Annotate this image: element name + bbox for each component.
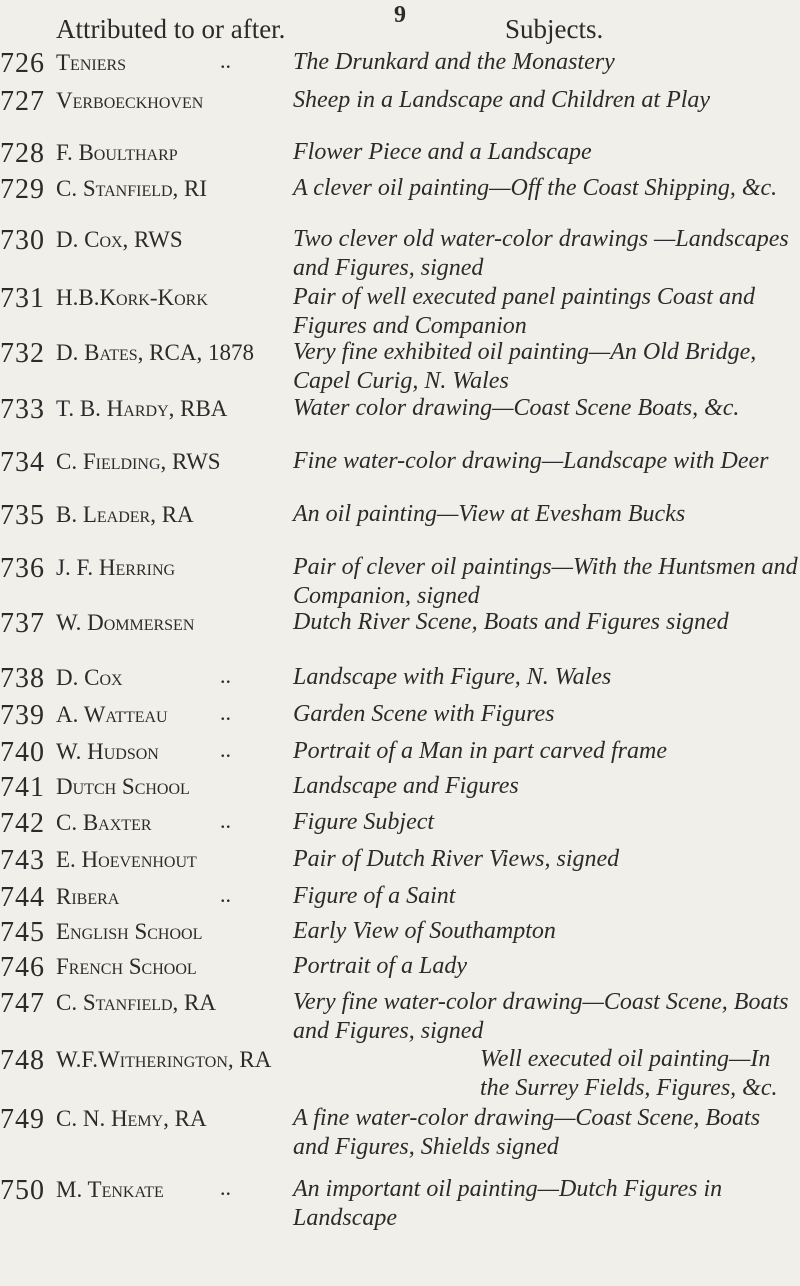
lot-subject: An important oil painting—Dutch Figures in Landscape <box>293 1176 723 1231</box>
lot-subject: Landscape with Figure, N. Wales <box>293 664 612 690</box>
lot-subject: An oil painting—View at Evesham Bucks <box>293 501 686 527</box>
lot-artist: D. Bates, RCA, 1878 <box>56 340 254 365</box>
lot-number: 738 <box>0 663 45 694</box>
lot-subject: Water color drawing—Coast Scene Boats, &c. <box>293 395 740 421</box>
lot-number: 749 <box>0 1104 45 1135</box>
lot-artist: E. Hoevenhout <box>56 847 197 872</box>
leader-dots: .. <box>220 700 231 725</box>
lot-number: 729 <box>0 174 45 205</box>
lot-subject: Two clever old water-color drawings —Landscapes and Figures, signed <box>293 226 789 281</box>
lot-artist: English School <box>56 919 203 944</box>
leader-dots: .. <box>220 48 231 73</box>
lot-number: 748 <box>0 1045 45 1076</box>
lot-number: 745 <box>0 917 45 948</box>
lot-subject: Garden Scene with Figures <box>293 701 555 727</box>
lot-artist: H.B.Kork-Kork <box>56 285 208 310</box>
lot-artist: C. Fielding, RWS <box>56 449 221 474</box>
lot-subject: Figure of a Saint <box>293 883 456 909</box>
page-number: 9 <box>394 2 406 28</box>
lot-artist: A. Watteau <box>56 702 168 727</box>
lot-number: 728 <box>0 138 45 169</box>
lot-artist: D. Cox <box>56 665 123 690</box>
lot-number: 734 <box>0 447 45 478</box>
lot-artist: T. B. Hardy, RBA <box>56 396 228 421</box>
lot-subject: Very fine water-color drawing—Coast Scene, Boats and Figures, signed <box>293 989 789 1044</box>
lot-number: 744 <box>0 882 45 913</box>
lot-number: 741 <box>0 772 45 803</box>
lot-number: 727 <box>0 86 45 117</box>
lot-number: 743 <box>0 845 45 876</box>
lot-artist: W. Hudson <box>56 739 159 764</box>
lot-artist: B. Leader, RA <box>56 502 194 527</box>
lot-artist: D. Cox, RWS <box>56 227 183 252</box>
lot-number: 733 <box>0 394 45 425</box>
lot-artist: W. Dommersen <box>56 610 195 635</box>
lot-subject: Portrait of a Man in part carved frame <box>293 738 667 764</box>
column-header-subjects: Subjects. <box>505 14 604 44</box>
lot-artist: C. Baxter <box>56 810 152 835</box>
lot-subject: A clever oil painting—Off the Coast Shipping, &c. <box>293 175 778 201</box>
lot-artist: French School <box>56 954 197 979</box>
lot-artist: C. N. Hemy, RA <box>56 1106 207 1131</box>
lot-number: 731 <box>0 283 45 314</box>
lot-subject: Pair of clever oil paintings—With the Huntsmen and Companion, signed <box>293 554 798 609</box>
lot-subject: The Drunkard and the Monastery <box>293 49 615 75</box>
leader-dots: .. <box>220 663 231 688</box>
lot-artist: M. Tenkate <box>56 1177 164 1202</box>
lot-number: 732 <box>0 338 45 369</box>
leader-dots: .. <box>220 737 231 762</box>
lot-subject: Well executed oil painting—In the Surrey Fields, Figures, &c. <box>480 1046 778 1101</box>
lot-subject: Very fine exhibited oil painting—An Old Bridge, Capel Curig, N. Wales <box>293 339 757 394</box>
lot-subject: Early View of Southampton <box>293 918 556 944</box>
lot-number: 750 <box>0 1175 45 1206</box>
lot-artist: Ribera <box>56 884 120 909</box>
lot-subject: Pair of Dutch River Views, signed <box>293 846 620 872</box>
lot-subject: Fine water-color drawing—Landscape with Deer <box>293 448 769 474</box>
lot-number: 730 <box>0 225 45 256</box>
lot-number: 735 <box>0 500 45 531</box>
lot-artist: W.F.Witherington, RA <box>56 1047 272 1072</box>
lot-number: 726 <box>0 48 45 79</box>
column-header-artist: Attributed to or after. <box>56 14 286 44</box>
leader-dots: .. <box>220 1175 231 1200</box>
lot-number: 746 <box>0 952 45 983</box>
leader-dots: .. <box>220 808 231 833</box>
lot-artist: C. Stanfield, RA <box>56 990 217 1015</box>
lot-number: 740 <box>0 737 45 768</box>
lot-subject: Flower Piece and a Landscape <box>293 139 592 165</box>
lot-number: 736 <box>0 553 45 584</box>
lot-subject: Figure Subject <box>293 809 435 835</box>
lot-artist: Teniers <box>56 50 127 75</box>
lot-number: 739 <box>0 700 45 731</box>
lot-number: 747 <box>0 988 45 1019</box>
lot-subject: Portrait of a Lady <box>293 953 468 979</box>
lot-artist: C. Stanfield, RI <box>56 176 208 201</box>
lot-artist: Dutch School <box>56 774 190 799</box>
leader-dots: .. <box>220 882 231 907</box>
lot-number: 742 <box>0 808 45 839</box>
lot-subject: A fine water-color drawing—Coast Scene, Boats and Figures, Shields signed <box>293 1105 761 1160</box>
lot-number: 737 <box>0 608 45 639</box>
lot-artist: Verboeckhoven <box>56 88 204 113</box>
lot-subject: Landscape and Figures <box>293 773 519 799</box>
lot-artist: J. F. Herring <box>56 555 176 580</box>
lot-subject: Sheep in a Landscape and Children at Play <box>293 87 711 113</box>
lot-subject: Pair of well executed panel paintings Coast and Figures and Companion <box>293 284 755 339</box>
lot-subject: Dutch River Scene, Boats and Figures signed <box>293 609 729 635</box>
lot-artist: F. Boultharp <box>56 140 178 165</box>
